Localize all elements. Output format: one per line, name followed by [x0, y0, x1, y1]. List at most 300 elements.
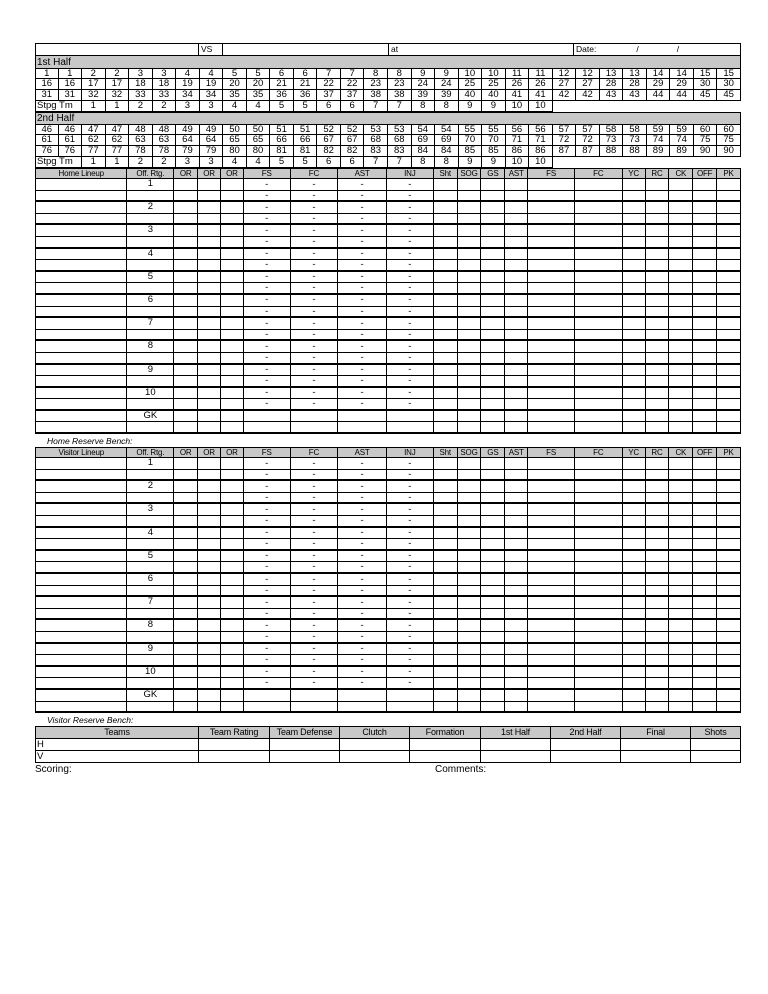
lineup-cell[interactable] [575, 272, 623, 284]
lineup-cell[interactable] [505, 283, 528, 295]
lineup-cell[interactable] [505, 690, 528, 702]
lineup-cell[interactable] [221, 470, 244, 482]
lineup-cell[interactable] [35, 214, 127, 226]
lineup-cell[interactable] [174, 307, 198, 319]
minute-cell[interactable]: 83 [364, 146, 388, 157]
lineup-cell[interactable] [669, 295, 693, 307]
lineup-cell[interactable] [717, 632, 741, 644]
stoppage-cell[interactable]: 2 [153, 101, 177, 112]
lineup-cell[interactable] [127, 330, 174, 342]
lineup-cell[interactable] [458, 516, 482, 528]
dash-cell[interactable]: - [244, 365, 291, 377]
lineup-cell[interactable] [434, 609, 458, 621]
lineup-cell[interactable] [717, 365, 741, 377]
lineup-cell[interactable] [505, 539, 528, 551]
lineup-cell[interactable] [481, 504, 505, 516]
minute-cell[interactable]: 10 [482, 68, 506, 79]
lineup-cell[interactable] [646, 655, 670, 667]
minute-cell[interactable]: 86 [506, 146, 530, 157]
lineup-cell[interactable] [669, 528, 693, 540]
lineup-cell[interactable] [481, 620, 505, 632]
lineup-cell[interactable] [623, 620, 646, 632]
minute-cell[interactable]: 49 [200, 124, 224, 135]
lineup-cell[interactable] [528, 399, 575, 411]
lineup-cell[interactable] [646, 260, 670, 272]
lineup-cell[interactable] [669, 644, 693, 656]
lineup-cell[interactable] [717, 272, 741, 284]
lineup-cell[interactable] [174, 225, 198, 237]
lineup-cell[interactable] [646, 574, 670, 586]
lineup-cell[interactable] [528, 422, 575, 434]
lineup-cell[interactable] [528, 388, 575, 400]
lineup-cell[interactable] [434, 399, 458, 411]
minute-cell[interactable]: 33 [129, 90, 153, 101]
lineup-cell[interactable] [575, 644, 623, 656]
lineup-cell[interactable] [717, 353, 741, 365]
lineup-cell[interactable] [646, 539, 670, 551]
lineup-cell[interactable] [528, 516, 575, 528]
lineup-cell[interactable] [458, 376, 482, 388]
lineup-cell[interactable] [528, 179, 575, 191]
lineup-cell[interactable] [623, 458, 646, 470]
lineup-cell[interactable] [623, 586, 646, 598]
minute-cell[interactable]: 15 [694, 68, 718, 79]
lineup-cell[interactable] [528, 632, 575, 644]
dash-cell[interactable]: - [387, 353, 434, 365]
dash-cell[interactable]: - [244, 539, 291, 551]
dash-cell[interactable]: - [244, 179, 291, 191]
lineup-cell[interactable] [717, 411, 741, 423]
lineup-cell[interactable] [646, 318, 670, 330]
lineup-cell[interactable] [221, 272, 244, 284]
dash-cell[interactable]: - [244, 388, 291, 400]
minute-cell[interactable]: 30 [717, 79, 741, 90]
minute-cell[interactable]: 75 [694, 135, 718, 146]
lineup-cell[interactable] [198, 376, 221, 388]
dash-cell[interactable]: - [338, 202, 387, 214]
minute-cell[interactable]: 85 [482, 146, 506, 157]
lineup-cell[interactable] [693, 202, 717, 214]
lineup-cell[interactable] [198, 191, 221, 203]
lineup-cell[interactable] [221, 365, 244, 377]
lineup-cell[interactable] [505, 399, 528, 411]
minute-cell[interactable]: 57 [553, 124, 577, 135]
lineup-cell[interactable] [575, 179, 623, 191]
lineup-cell[interactable] [717, 597, 741, 609]
lineup-cell[interactable] [623, 214, 646, 226]
dash-cell[interactable]: - [387, 528, 434, 540]
lineup-cell[interactable] [198, 493, 221, 505]
lineup-cell[interactable] [669, 458, 693, 470]
minute-cell[interactable]: 36 [270, 90, 294, 101]
dash-cell[interactable]: - [244, 341, 291, 353]
lineup-cell[interactable] [198, 388, 221, 400]
lineup-cell[interactable] [505, 586, 528, 598]
lineup-cell[interactable] [174, 318, 198, 330]
stoppage-cell[interactable]: 7 [388, 101, 412, 112]
lineup-cell[interactable] [693, 528, 717, 540]
dash-cell[interactable]: - [387, 283, 434, 295]
lineup-cell[interactable] [35, 667, 127, 679]
lineup-cell[interactable] [505, 341, 528, 353]
lineup-cell[interactable] [198, 504, 221, 516]
lineup-cell[interactable] [717, 191, 741, 203]
lineup-cell[interactable] [623, 574, 646, 586]
lineup-cell[interactable] [434, 678, 458, 690]
lineup-cell[interactable] [717, 574, 741, 586]
lineup-cell[interactable] [458, 260, 482, 272]
dash-cell[interactable]: - [244, 237, 291, 249]
minute-cell[interactable]: 30 [694, 79, 718, 90]
minute-cell[interactable]: 24 [412, 79, 436, 90]
lineup-cell[interactable] [646, 388, 670, 400]
dash-cell[interactable]: - [387, 470, 434, 482]
dash-cell[interactable]: - [387, 504, 434, 516]
lineup-cell[interactable] [174, 678, 198, 690]
lineup-cell[interactable] [717, 504, 741, 516]
dash-cell[interactable]: - [338, 632, 387, 644]
minute-cell[interactable]: 50 [223, 124, 247, 135]
dash-cell[interactable]: - [291, 586, 339, 598]
lineup-cell[interactable] [669, 609, 693, 621]
lineup-cell[interactable] [575, 551, 623, 563]
lineup-cell[interactable] [528, 667, 575, 679]
lineup-cell[interactable] [174, 422, 198, 434]
lineup-cell[interactable] [35, 353, 127, 365]
lineup-cell[interactable] [458, 179, 482, 191]
minute-cell[interactable]: 43 [600, 90, 624, 101]
lineup-cell[interactable] [338, 411, 387, 423]
minute-cell[interactable]: 81 [294, 146, 318, 157]
minute-cell[interactable]: 20 [247, 79, 271, 90]
minute-cell[interactable]: 66 [294, 135, 318, 146]
lineup-cell[interactable] [387, 411, 434, 423]
lineup-cell[interactable] [575, 237, 623, 249]
lineup-cell[interactable] [528, 574, 575, 586]
minute-cell[interactable]: 6 [294, 68, 318, 79]
stoppage-cell[interactable]: 3 [176, 157, 200, 168]
dash-cell[interactable]: - [338, 388, 387, 400]
lineup-cell[interactable] [221, 318, 244, 330]
lineup-cell[interactable] [458, 399, 482, 411]
lineup-cell[interactable] [669, 249, 693, 261]
lineup-cell[interactable] [291, 422, 339, 434]
lineup-cell[interactable] [481, 225, 505, 237]
minute-cell[interactable]: 75 [717, 135, 741, 146]
lineup-cell[interactable] [717, 202, 741, 214]
lineup-cell[interactable] [669, 399, 693, 411]
stoppage-cell[interactable]: 7 [364, 101, 388, 112]
dash-cell[interactable]: - [291, 237, 339, 249]
lineup-cell[interactable] [717, 283, 741, 295]
lineup-cell[interactable] [198, 353, 221, 365]
lineup-cell[interactable] [623, 504, 646, 516]
minute-cell[interactable]: 84 [435, 146, 459, 157]
lineup-cell[interactable] [458, 214, 482, 226]
dash-cell[interactable]: - [244, 574, 291, 586]
lineup-cell[interactable] [505, 574, 528, 586]
lineup-cell[interactable] [693, 470, 717, 482]
lineup-cell[interactable] [174, 260, 198, 272]
stoppage-cell[interactable]: 4 [247, 101, 271, 112]
lineup-cell[interactable] [221, 422, 244, 434]
lineup-cell[interactable] [693, 458, 717, 470]
lineup-cell[interactable] [717, 562, 741, 574]
stoppage-cell[interactable]: 7 [388, 157, 412, 168]
lineup-cell[interactable] [693, 283, 717, 295]
lineup-cell[interactable] [458, 225, 482, 237]
dash-cell[interactable]: - [338, 191, 387, 203]
dash-cell[interactable]: - [387, 586, 434, 598]
lineup-cell[interactable] [575, 504, 623, 516]
lineup-cell[interactable] [198, 620, 221, 632]
lineup-cell[interactable] [198, 597, 221, 609]
lineup-cell[interactable] [127, 586, 174, 598]
lineup-cell[interactable] [623, 690, 646, 702]
lineup-cell[interactable] [528, 655, 575, 667]
stoppage-cell[interactable]: 3 [176, 101, 200, 112]
lineup-cell[interactable] [717, 516, 741, 528]
lineup-cell[interactable] [174, 667, 198, 679]
stoppage-cell[interactable]: 10 [506, 157, 530, 168]
minute-cell[interactable]: 47 [82, 124, 106, 135]
lineup-cell[interactable] [458, 620, 482, 632]
lineup-cell[interactable] [434, 458, 458, 470]
dash-cell[interactable]: - [387, 260, 434, 272]
lineup-cell[interactable] [528, 504, 575, 516]
lineup-cell[interactable] [693, 667, 717, 679]
lineup-cell[interactable] [528, 376, 575, 388]
lineup-cell[interactable] [669, 179, 693, 191]
lineup-cell[interactable] [434, 632, 458, 644]
dash-cell[interactable]: - [338, 341, 387, 353]
lineup-cell[interactable] [434, 493, 458, 505]
dash-cell[interactable]: - [291, 202, 339, 214]
lineup-cell[interactable] [505, 307, 528, 319]
lineup-cell[interactable] [528, 481, 575, 493]
lineup-cell[interactable] [505, 609, 528, 621]
minute-cell[interactable]: 19 [200, 79, 224, 90]
lineup-cell[interactable] [575, 493, 623, 505]
minute-cell[interactable]: 40 [459, 90, 483, 101]
lineup-cell[interactable] [481, 179, 505, 191]
lineup-cell[interactable] [198, 632, 221, 644]
lineup-cell[interactable] [481, 341, 505, 353]
dash-cell[interactable]: - [291, 539, 339, 551]
minute-cell[interactable]: 28 [600, 79, 624, 90]
lineup-cell[interactable] [575, 481, 623, 493]
lineup-cell[interactable] [481, 249, 505, 261]
minute-cell[interactable]: 79 [176, 146, 200, 157]
lineup-cell[interactable] [174, 249, 198, 261]
minute-cell[interactable]: 34 [200, 90, 224, 101]
lineup-cell[interactable] [387, 690, 434, 702]
lineup-cell[interactable] [481, 422, 505, 434]
dash-cell[interactable]: - [244, 376, 291, 388]
minute-cell[interactable]: 25 [459, 79, 483, 90]
minute-cell[interactable]: 28 [623, 79, 647, 90]
lineup-cell[interactable] [646, 702, 670, 714]
dash-cell[interactable]: - [338, 272, 387, 284]
dash-cell[interactable]: - [244, 504, 291, 516]
lineup-cell[interactable] [575, 458, 623, 470]
minute-cell[interactable]: 53 [364, 124, 388, 135]
lineup-cell[interactable] [669, 341, 693, 353]
lineup-cell[interactable] [717, 586, 741, 598]
lineup-cell[interactable] [669, 237, 693, 249]
lineup-cell[interactable] [174, 574, 198, 586]
lineup-cell[interactable] [505, 632, 528, 644]
minute-cell[interactable]: 74 [670, 135, 694, 146]
minute-cell[interactable]: 64 [200, 135, 224, 146]
lineup-cell[interactable] [481, 353, 505, 365]
lineup-cell[interactable] [198, 644, 221, 656]
summary-cell[interactable] [199, 751, 270, 763]
lineup-cell[interactable] [575, 422, 623, 434]
visitor-team-field[interactable] [223, 43, 388, 56]
lineup-cell[interactable] [505, 179, 528, 191]
lineup-cell[interactable] [458, 597, 482, 609]
minute-cell[interactable]: 21 [270, 79, 294, 90]
lineup-cell[interactable] [505, 528, 528, 540]
minute-cell[interactable]: 33 [153, 90, 177, 101]
lineup-cell[interactable] [528, 341, 575, 353]
lineup-cell[interactable] [35, 632, 127, 644]
lineup-cell[interactable] [575, 667, 623, 679]
stoppage-cell[interactable]: 1 [82, 101, 106, 112]
stoppage-cell[interactable]: 2 [129, 101, 153, 112]
lineup-cell[interactable] [623, 644, 646, 656]
lineup-cell[interactable] [434, 551, 458, 563]
minute-cell[interactable]: 56 [506, 124, 530, 135]
lineup-cell[interactable] [505, 458, 528, 470]
minute-cell[interactable]: 3 [129, 68, 153, 79]
lineup-cell[interactable] [505, 493, 528, 505]
minute-cell[interactable]: 61 [35, 135, 59, 146]
minute-cell[interactable]: 76 [59, 146, 83, 157]
lineup-cell[interactable] [693, 388, 717, 400]
lineup-cell[interactable] [458, 667, 482, 679]
lineup-cell[interactable] [127, 191, 174, 203]
minute-cell[interactable]: 44 [647, 90, 671, 101]
dash-cell[interactable]: - [244, 551, 291, 563]
lineup-cell[interactable] [717, 481, 741, 493]
lineup-cell[interactable] [434, 365, 458, 377]
lineup-cell[interactable] [575, 295, 623, 307]
lineup-cell[interactable] [646, 504, 670, 516]
dash-cell[interactable]: - [244, 295, 291, 307]
lineup-cell[interactable] [505, 237, 528, 249]
lineup-cell[interactable] [528, 295, 575, 307]
minute-cell[interactable]: 12 [553, 68, 577, 79]
lineup-cell[interactable] [198, 422, 221, 434]
lineup-cell[interactable] [623, 609, 646, 621]
date-field[interactable] [574, 43, 741, 56]
lineup-cell[interactable] [528, 702, 575, 714]
minute-cell[interactable]: 27 [553, 79, 577, 90]
lineup-cell[interactable] [174, 365, 198, 377]
minute-cell[interactable]: 57 [576, 124, 600, 135]
lineup-cell[interactable] [646, 644, 670, 656]
dash-cell[interactable]: - [291, 481, 339, 493]
lineup-cell[interactable] [528, 353, 575, 365]
lineup-cell[interactable] [434, 272, 458, 284]
dash-cell[interactable]: - [338, 655, 387, 667]
lineup-cell[interactable] [693, 237, 717, 249]
lineup-cell[interactable] [481, 470, 505, 482]
lineup-cell[interactable] [575, 214, 623, 226]
lineup-cell[interactable] [693, 702, 717, 714]
lineup-cell[interactable] [717, 539, 741, 551]
lineup-cell[interactable] [35, 493, 127, 505]
lineup-cell[interactable] [575, 202, 623, 214]
stoppage-cell[interactable]: 6 [341, 157, 365, 168]
lineup-cell[interactable] [434, 667, 458, 679]
dash-cell[interactable]: - [244, 191, 291, 203]
minute-cell[interactable]: 45 [694, 90, 718, 101]
summary-cell[interactable] [199, 739, 270, 751]
lineup-cell[interactable] [174, 551, 198, 563]
lineup-cell[interactable] [198, 702, 221, 714]
lineup-cell[interactable] [717, 225, 741, 237]
lineup-cell[interactable] [387, 702, 434, 714]
lineup-cell[interactable] [481, 597, 505, 609]
minute-cell[interactable]: 9 [435, 68, 459, 79]
lineup-cell[interactable] [505, 365, 528, 377]
dash-cell[interactable]: - [291, 655, 339, 667]
minute-cell[interactable]: 47 [106, 124, 130, 135]
lineup-cell[interactable] [221, 376, 244, 388]
lineup-cell[interactable] [717, 470, 741, 482]
lineup-cell[interactable] [35, 609, 127, 621]
lineup-cell[interactable] [505, 597, 528, 609]
minute-cell[interactable]: 68 [388, 135, 412, 146]
lineup-cell[interactable] [693, 225, 717, 237]
lineup-cell[interactable] [221, 411, 244, 423]
dash-cell[interactable]: - [291, 307, 339, 319]
lineup-cell[interactable] [575, 365, 623, 377]
dash-cell[interactable]: - [291, 365, 339, 377]
lineup-cell[interactable] [528, 225, 575, 237]
lineup-cell[interactable] [528, 411, 575, 423]
lineup-cell[interactable] [221, 702, 244, 714]
dash-cell[interactable]: - [291, 678, 339, 690]
lineup-cell[interactable] [481, 307, 505, 319]
lineup-cell[interactable] [221, 504, 244, 516]
dash-cell[interactable]: - [387, 388, 434, 400]
lineup-cell[interactable] [623, 283, 646, 295]
lineup-cell[interactable] [174, 458, 198, 470]
minute-cell[interactable]: 16 [35, 79, 59, 90]
lineup-cell[interactable] [198, 655, 221, 667]
dash-cell[interactable]: - [387, 365, 434, 377]
lineup-cell[interactable] [458, 249, 482, 261]
lineup-cell[interactable] [198, 341, 221, 353]
lineup-cell[interactable] [717, 458, 741, 470]
lineup-cell[interactable] [528, 528, 575, 540]
lineup-cell[interactable] [35, 678, 127, 690]
lineup-cell[interactable] [221, 620, 244, 632]
lineup-cell[interactable] [505, 562, 528, 574]
minute-cell[interactable]: 90 [694, 146, 718, 157]
lineup-cell[interactable] [458, 551, 482, 563]
lineup-cell[interactable] [575, 655, 623, 667]
lineup-cell[interactable] [174, 690, 198, 702]
lineup-cell[interactable] [127, 632, 174, 644]
lineup-cell[interactable] [646, 493, 670, 505]
lineup-cell[interactable] [127, 214, 174, 226]
lineup-cell[interactable] [174, 272, 198, 284]
